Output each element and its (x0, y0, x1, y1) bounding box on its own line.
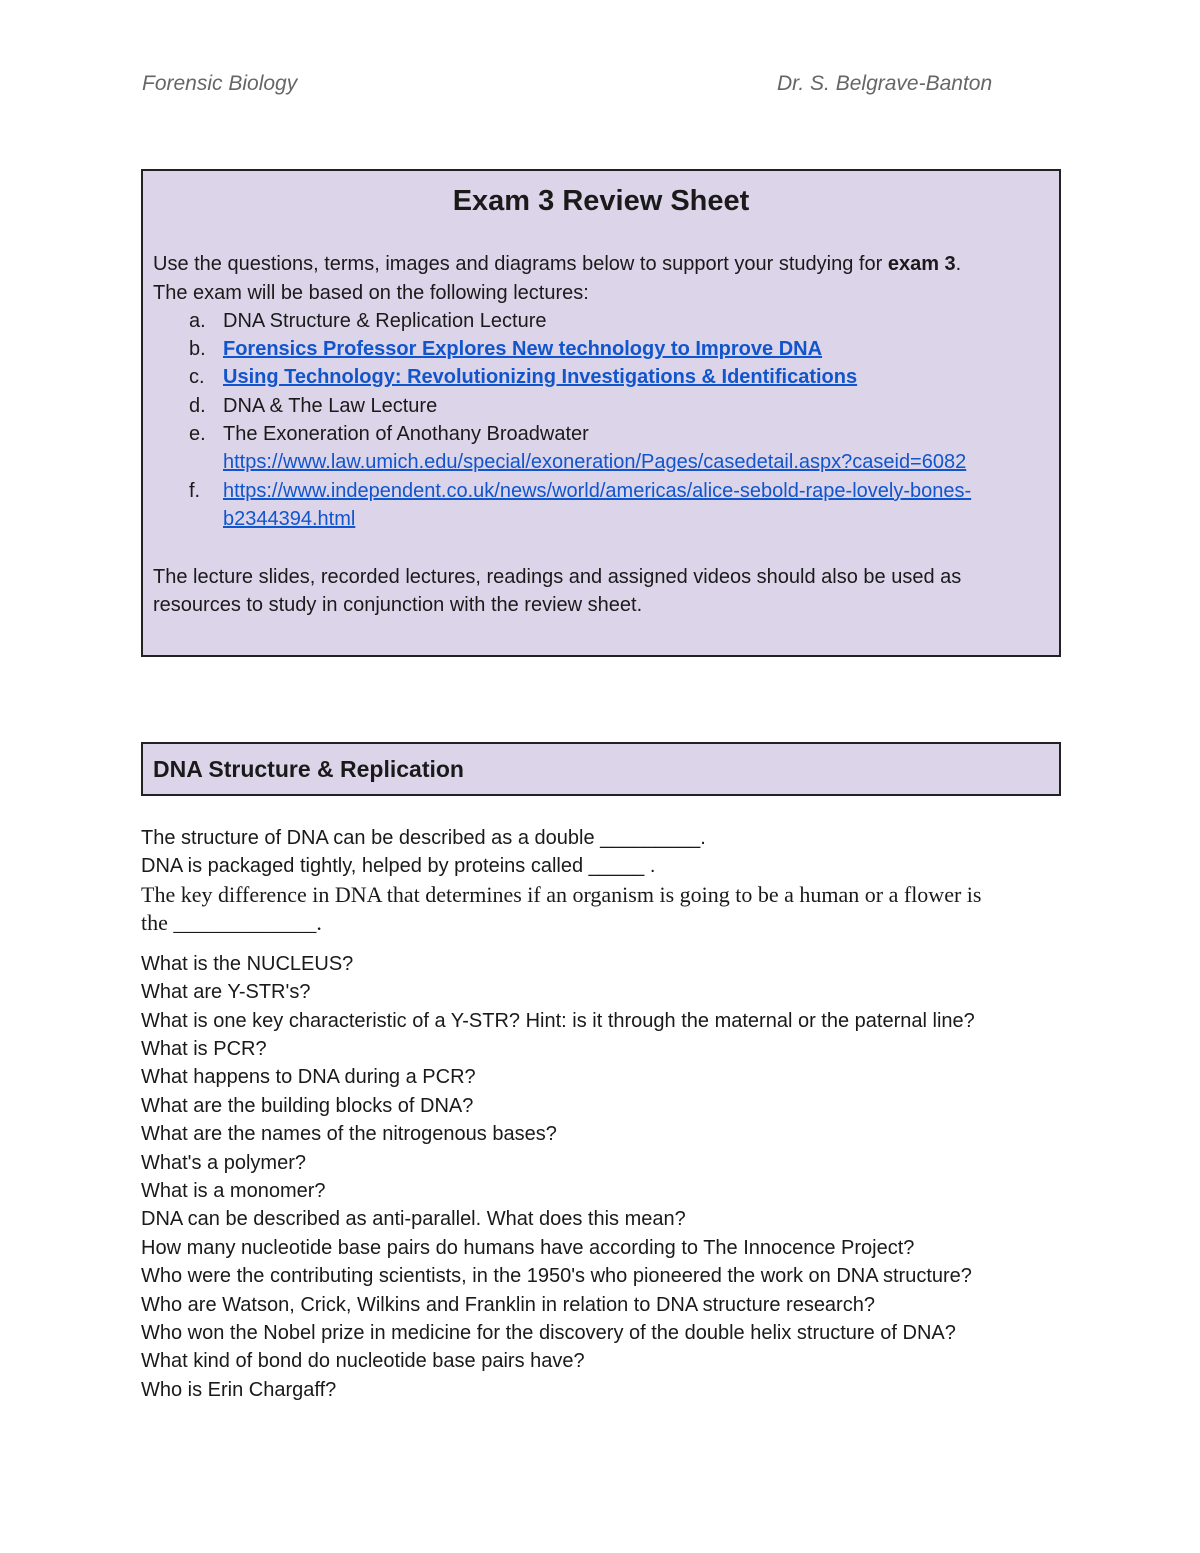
question-item: Who were the contributing scientists, in the 1950's who pioneered the work on DNA structure? (141, 1265, 972, 1287)
closing-line-1: The lecture slides, recorded lectures, readings and assigned videos should also be used as (153, 566, 962, 588)
intro-box (141, 169, 1061, 657)
page-title: Exam 3 Review Sheet (452, 185, 750, 217)
link-independent-article[interactable]: https://www.independent.co.uk/news/world/americas/alice-sebold-rape-lovely-bones- (223, 480, 972, 502)
lecture-item-c (153, 363, 857, 391)
item-letter: a. (189, 310, 206, 332)
lecture-item-b (153, 335, 822, 363)
link-umich-exoneration[interactable]: https://www.law.umich.edu/special/exoneration/Pages/casedetail.aspx?caseid=6082 (223, 451, 967, 473)
header-course: Forensic Biology (142, 72, 298, 95)
question-item: What is the NUCLEUS? (141, 953, 354, 975)
question-item: What is PCR? (141, 1038, 267, 1060)
question-item: DNA can be described as anti-parallel. What does this mean? (141, 1208, 686, 1230)
item-letter: c. (189, 366, 205, 388)
item-text: The Exoneration of Anothany Broadwater (223, 423, 589, 445)
question-item: What are the names of the nitrogenous bases? (141, 1123, 557, 1145)
fill-in-line: The structure of DNA can be described as a double _________. (141, 827, 706, 849)
question-item: Who are Watson, Crick, Wilkins and Franklin in relation to DNA structure research? (141, 1294, 875, 1316)
lecture-item-d (153, 392, 437, 420)
header-instructor: Dr. S. Belgrave-Banton (777, 72, 993, 95)
lecture-item-f (153, 477, 971, 505)
lecture-item-e (153, 420, 589, 448)
question-item: What are Y-STR's? (141, 981, 311, 1003)
item-text: DNA & The Law Lecture (223, 395, 438, 417)
section-header-box (141, 742, 1061, 796)
intro-line-1-end: . (955, 253, 962, 275)
item-letter: d. (189, 395, 206, 417)
intro-line-1-text: Use the questions, terms, images and diagrams below to support your studying for (153, 253, 888, 275)
link-independent-article-cont[interactable]: b2344394.html (223, 508, 356, 530)
question-item: What happens to DNA during a PCR? (141, 1066, 476, 1088)
question-item: How many nucleotide base pairs do humans have according to The Innocence Project? (141, 1237, 915, 1259)
intro-line-2: The exam will be based on the following lectures: (153, 282, 589, 304)
question-item: What is one key characteristic of a Y-STR? Hint: is it through the maternal or the paternal line? (141, 1010, 975, 1032)
link-independent-article-cont-row (223, 505, 355, 533)
question-item: Who is Erin Chargaff? (141, 1379, 337, 1401)
intro-line-1 (153, 250, 961, 278)
lecture-item-a (153, 307, 547, 335)
question-item: What is a monomer? (141, 1180, 326, 1202)
section-title: DNA Structure & Replication (153, 756, 464, 782)
link-forensics-professor[interactable]: Forensics Professor Explores New technology to Improve DNA (223, 338, 823, 360)
question-item: What are the building blocks of DNA? (141, 1095, 474, 1117)
item-text: DNA Structure & Replication Lecture (223, 310, 547, 332)
item-letter: f. (189, 480, 201, 502)
link-umich-exoneration-row (223, 448, 966, 476)
closing-line-2: resources to study in conjunction with the review sheet. (153, 594, 643, 616)
fill-in-line: The key difference in DNA that determines if an organism is going to be a human or a flower is (141, 882, 982, 907)
item-letter: b. (189, 338, 206, 360)
fill-in-line: DNA is packaged tightly, helped by proteins called _____ . (141, 855, 656, 877)
item-letter: e. (189, 423, 206, 445)
intro-line-1-bold: exam 3 (887, 253, 956, 275)
fill-in-line: the _____________. (141, 910, 322, 935)
question-item: Who won the Nobel prize in medicine for the discovery of the double helix structure of DNA? (141, 1322, 956, 1344)
link-using-technology[interactable]: Using Technology: Revolutionizing Investigations & Identifications (223, 366, 858, 388)
question-item: What kind of bond do nucleotide base pairs have? (141, 1350, 585, 1372)
question-item: What's a polymer? (141, 1152, 306, 1174)
